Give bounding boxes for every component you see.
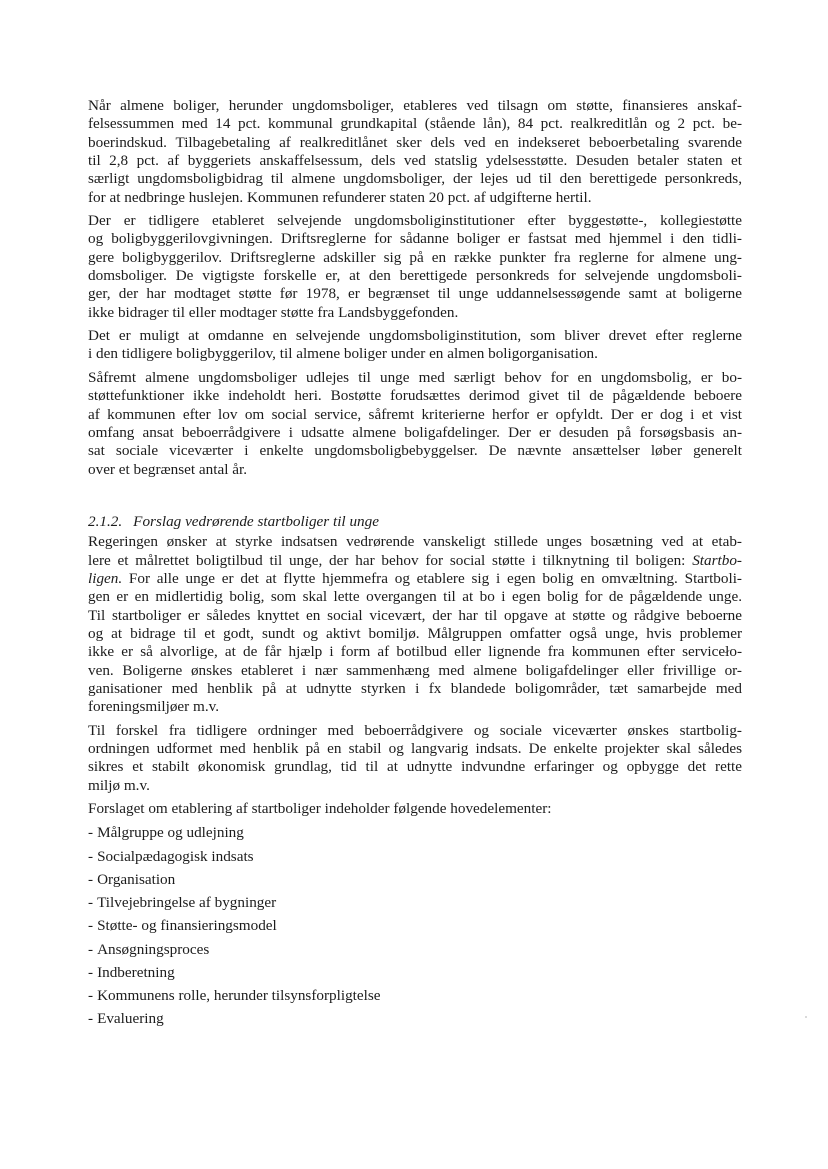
text-line: foreningsmiljøer m.v.	[88, 698, 220, 716]
list-dash: -	[88, 963, 94, 981]
text-line: særligt ungdomsboligbidrag til almene ungdomsboliger, der lejes ud til den berettigede personkreds,	[88, 170, 742, 188]
text-line: felsessummen med 14 pct. kommunal grundkapital (stående lån), 84 pct. realkreditlån og 2 pct. be-	[88, 115, 742, 133]
text-line: Såfremt almene ungdomsboliger udlejes til unge med særligt behov for en ungdomsbolig, er bo-	[88, 368, 742, 386]
text-line: ikke bidrager til eller modtager støtte fra Landsbyggefonden.	[88, 303, 459, 321]
text-line: domsboliger. De vigtigste forskelle er, at den berettigede personkreds for selvejende ungdomsboli-	[88, 267, 742, 285]
text-line: Til forskel fra tidligere ordninger med beboerrådgivere og sociale viceværter ønskes startbolig-	[88, 721, 742, 739]
text-line: sikres et stabilt økonomisk grundlag, tid til at udnytte indvundne erfaringer og opbygge det rette	[88, 758, 742, 776]
main-elements-list	[88, 824, 742, 1028]
text-line: boerindskud. Tilbagebetaling af realkreditlånet sker dels ved en indekseret beboerbetaling svarende	[88, 133, 742, 151]
list-dash: -	[88, 940, 94, 958]
paragraph-conversion	[88, 327, 742, 364]
list-intro: Forslaget om etablering af startboliger indeholder følgende hovedelementer:	[88, 800, 552, 818]
text-segment: Regeringen ønsker at styrke indsatsen vedrørende vanskeligt stillede unges bosætning ved at etab-	[88, 533, 742, 551]
list-item-text: Ansøgningsproces	[97, 940, 210, 958]
text-line: ordningen udformet med henblik på en stabil og langvarig indsats. De enkelte projekter skal således	[88, 740, 742, 757]
text-line: støttefunktioner ikke indeholdt heri. Bostøtte forudsættes derimod givet til de pågældende beboere	[88, 387, 742, 405]
text-line: ven. Boligerne ønskes etableret i nær sammenhæng med almene boligafdelinger eller frivillige or-	[88, 661, 742, 679]
text-line: ganisationer med henblik på at udnytte styrken i fx blandede boligområder, tæt samarbejde med	[88, 679, 742, 697]
paragraph-financing	[88, 97, 742, 207]
list-dash: -	[88, 894, 94, 912]
list-dash: -	[88, 847, 94, 865]
list-item	[88, 824, 742, 842]
text-line: omfang ansat beboerrådgivere i udsatte almene boligafdelinger. Der er desuden på forsøgsbasis an-	[88, 423, 742, 441]
list-item-text: Kommunens rolle, herunder tilsynsforpligtelse	[97, 987, 381, 1005]
paragraph-self-owning-institutions	[88, 212, 742, 322]
list-item	[88, 964, 742, 982]
list-item	[88, 894, 742, 912]
list-dash: -	[88, 987, 94, 1005]
section-number: 2.1.2.	[88, 512, 123, 530]
list-item	[88, 917, 742, 935]
text-line: Til startboliger er således knyttet en social vicevært, der har til opgave at støtte og rådgive beboerne	[88, 606, 742, 624]
italic-term: Startbo-	[692, 551, 742, 569]
list-item-text: Tilvejebringelse af bygninger	[97, 894, 277, 912]
text-line	[88, 552, 742, 570]
text-line: gen er en midlertidig bolig, som skal lette overgangen til at bo i egen bolig for de pågældende unge.	[88, 588, 742, 606]
list-dash: -	[88, 824, 94, 842]
text-line: Der er tidligere etableret selvejende ungdomsboliginstitutioner efter byggestøtte-, kollegiestøtte	[88, 212, 742, 230]
list-item-text: Støtte- og finansieringsmodel	[97, 917, 277, 935]
list-item-text: Socialpædagogisk indsats	[97, 847, 254, 865]
text-line: sat sociale viceværter i enkelte ungdomsboligbebyggelser. De nævnte ansættelser løber generelt	[88, 442, 742, 460]
paragraph-support-functions	[88, 369, 742, 479]
text-line: og boligbyggerilovgivningen. Driftsreglerne for sådanne boliger er fastsat med hjemmel i den tidli-	[88, 230, 742, 248]
text-line: ger, der har modtaget støtte før 1978, er begrænset til unge uddannelsessøgende samt at boligerne	[88, 285, 742, 303]
text-line: ikke er så alvorlige, at de får hjælp i form af botilbud eller lignende fra kommunen efter serviceło-	[88, 643, 742, 661]
text-line: Når almene boliger, herunder ungdomsboliger, etableres ved tilsagn om støtte, finansieres anskaf-	[88, 97, 742, 114]
list-item-text: Indberetning	[97, 963, 175, 981]
text-line: til 2,8 pct. af byggeriets anskaffelsessum, dels ved statslig ydelsesstøtte. Desuden betaler staten et	[88, 152, 742, 170]
section-title: Forslag vedrørende startboliger til unge	[133, 512, 379, 530]
text-segment: lere et målrettet boligtilbud til unge, der har behov for social støtte i tilknytning til boligen:	[88, 551, 693, 569]
text-line: for at nedbringe huslejen. Kommunen refunderer staten 20 pct. af udgifterne hertil.	[88, 188, 592, 206]
list-item-text: Organisation	[97, 870, 176, 888]
list-item-text: Evaluering	[97, 1010, 164, 1028]
text-line: miljø m.v.	[88, 776, 150, 794]
scan-speck	[805, 1016, 807, 1018]
list-item	[88, 848, 742, 866]
paragraph-startboliger	[88, 533, 742, 716]
paragraph-stable-effort	[88, 722, 742, 795]
document-page	[88, 97, 742, 1033]
text-line: af kommunen efter lov om social service, såfremt kriterierne herfor er opfyldt. Der er dog i et vist	[88, 405, 742, 423]
list-item	[88, 871, 742, 889]
list-dash: -	[88, 917, 94, 935]
list-item-text: Målgruppe og udlejning	[97, 824, 244, 842]
text-line	[88, 570, 742, 588]
text-line: Det er muligt at omdanne en selvejende ungdomsboliginstitution, som bliver drevet efter reglerne	[88, 327, 742, 345]
list-item	[88, 1010, 742, 1028]
list-dash: -	[88, 1010, 94, 1028]
list-item	[88, 941, 742, 959]
text-line	[88, 533, 742, 551]
section-heading	[88, 513, 742, 531]
text-line: gere boligbyggerilov. Driftsreglerne adskiller sig på en række punkter fra reglerne for almene ung-	[88, 248, 742, 266]
text-line: over et begrænset antal år.	[88, 460, 247, 478]
italic-term: ligen.	[88, 569, 123, 587]
list-dash: -	[88, 870, 94, 888]
list-item	[88, 987, 742, 1005]
text-line: i den tidligere boligbyggerilov, til almene boliger under en almen boligorganisation.	[88, 345, 598, 363]
text-line: og at bidrage til et godt, sundt og aktivt bomiljø. Målgruppen omfatter også unge, hvis problemer	[88, 624, 742, 642]
text-segment: For alle unge er det at flytte hjemmefra og etablere sig i egen bolig en omvæltning. Startboli-	[122, 569, 742, 587]
